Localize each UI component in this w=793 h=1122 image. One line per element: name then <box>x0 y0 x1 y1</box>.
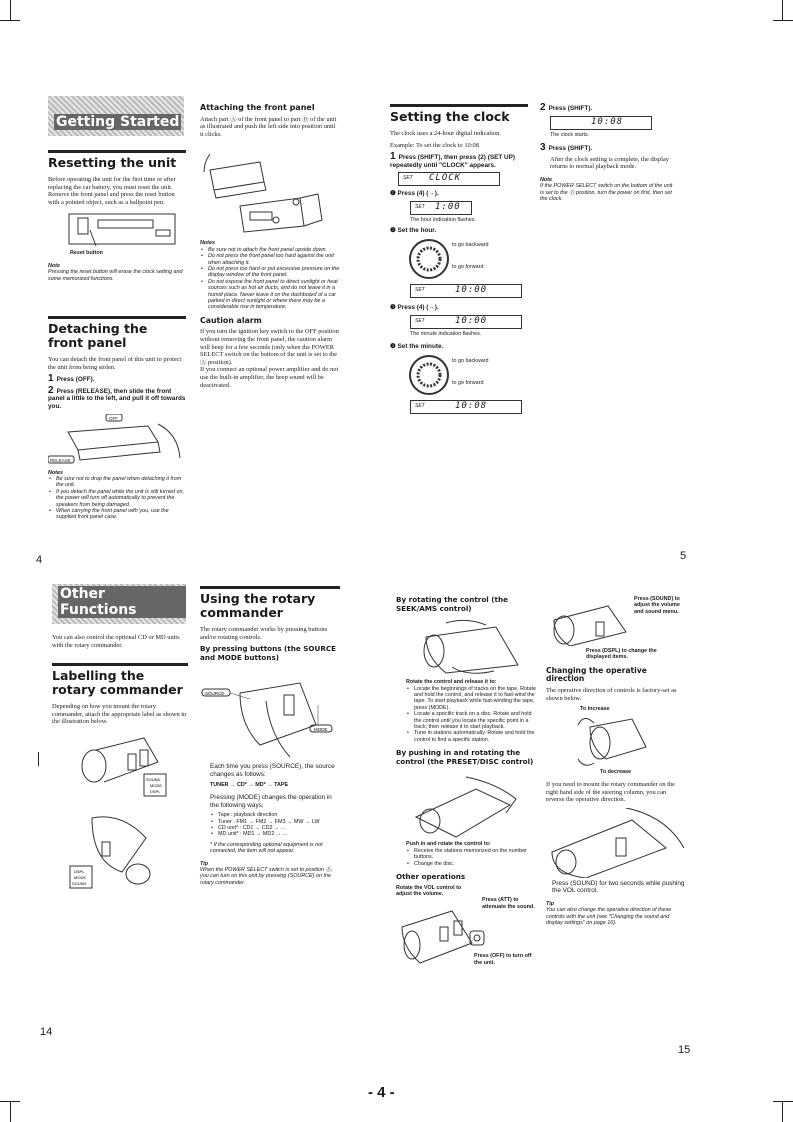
caption: The clock starts. <box>550 131 590 138</box>
note-item: • If you detach the panel while the unit is still turned on, the power will turn off automatically to prevent the speakers from being damaged. <box>56 489 186 508</box>
lcd-display: SET 10:00 <box>410 315 522 329</box>
note-label: Note <box>48 262 60 269</box>
body-text: Before operating the unit for the first time or after replacing the car battery, you must reset the unit. Remove the front panel and press the reset button with a pointed object, such as a ballpoint pen. <box>48 176 176 206</box>
step-2: 2 Press (SHIFT). <box>540 102 593 113</box>
attach-illustration <box>200 142 330 234</box>
vol-illustration <box>396 897 486 973</box>
figure-caption: Reset button <box>70 250 103 257</box>
svg-text:SOUND: SOUND <box>72 880 87 886</box>
subsection-title: By pushing in and rotating the control (the PRESET/DISC control) <box>396 748 534 766</box>
banner-title: Getting Started <box>56 114 180 130</box>
source-text: Each time you press (SOURCE), the source changes as follows: <box>210 763 335 778</box>
example-text: Example: To set the clock to 10:08 <box>390 141 479 149</box>
substep-b: ❷ Set the hour. <box>390 227 437 235</box>
body-text: If you need to mount the rotary commander on the right hand side of the steering column, you can reverse the operative direction. <box>546 781 676 804</box>
page-number: 15 <box>678 1044 691 1056</box>
steering-illustration <box>546 808 686 878</box>
substep-d: ❹ Set the minute. <box>390 342 444 350</box>
source-mode-illustration <box>200 665 340 763</box>
push-item: • Receive the stations memorized on the number buttons. <box>414 848 536 861</box>
notes-label: Notes <box>200 240 215 247</box>
knob-icon <box>408 238 450 280</box>
mode-list <box>210 812 340 838</box>
crop-mark <box>773 20 793 21</box>
svg-text:MODE: MODE <box>314 727 328 733</box>
crop-mark <box>0 20 20 21</box>
subsection-title: By pressing buttons (the SOURCE and MODE buttons) <box>200 644 337 662</box>
note-item: • Be sure not to drop the panel when detaching it from the unit. <box>56 476 186 489</box>
section-title: Detaching the front panel <box>48 321 148 350</box>
notes-list <box>200 247 340 311</box>
note-item: • Do not press the front panel too hard against the unit when attaching it. <box>208 253 340 266</box>
note-item: • Do not expose the front panel to direct sunlight or heat sources such as hot air ducts, and do not leave it in a humid place. Never leave it on the dashboard of a car parked in direct sunlight or where there may be a considerable rise in temperature. <box>208 279 340 311</box>
note-item: • Do not press too hard or put excessive pressure on the display window of the front panel. <box>208 266 340 279</box>
body-text: The operative direction of controls is factory-set as shown below. <box>546 687 677 702</box>
lcd-display: SET 10:00 <box>410 284 522 298</box>
rotate-label: Rotate the control and release it to: <box>406 679 497 686</box>
note-item: • Be sure not to attach the front panel upside down. <box>208 247 340 253</box>
detaching-section <box>48 316 186 521</box>
other-functions-section <box>52 634 188 892</box>
tip-label: Tip <box>546 900 554 907</box>
vol-label: Rotate the VOL control to adjust the volume. <box>396 884 462 898</box>
reset-illustration <box>68 210 178 250</box>
increase-label: To increase <box>580 706 610 713</box>
decrease-label: To decrease <box>600 768 632 775</box>
knob-icon <box>408 354 450 396</box>
right-15-section <box>546 596 686 930</box>
lcd-display: SET 10:08 <box>410 400 522 414</box>
resetting-section <box>48 150 186 285</box>
crop-mark <box>10 1102 11 1122</box>
svg-text:SOURCE: SOURCE <box>205 691 225 697</box>
section-banner <box>52 584 186 624</box>
rotate-item: • Tune in stations automatically. Rotate and hold the control to find a specific station. <box>414 730 536 743</box>
intro-text: The clock uses a 24-hour digital indication. <box>390 130 501 137</box>
att-text: Press (ATT) to attenuate the sound. <box>482 897 535 910</box>
sound-illustration <box>546 596 636 646</box>
notes-label: Notes <box>48 469 63 476</box>
section-title: Using the rotary commander <box>200 591 316 620</box>
body-text: You can detach the front panel of this unit to protect the unit from being stolen. <box>48 356 182 371</box>
subsection-title: Changing the operative direction <box>546 665 647 684</box>
svg-text:OFF: OFF <box>109 415 118 421</box>
rotate-item: • Locate a specific track on a disc. Rotate and hold the control until you locate the specific point in a track, then release it to start playback. <box>414 711 536 730</box>
svg-text:DSPL: DSPL <box>74 868 85 874</box>
preset-illustration <box>406 769 536 839</box>
center-mark <box>38 752 39 766</box>
clock-section <box>390 104 528 414</box>
section-banner <box>48 96 184 136</box>
mode-item: • Tuner : FM1 → FM2 → FM3 → MW → LW <box>218 819 340 825</box>
clock-steps-2-3 <box>540 104 675 205</box>
caution-title: Caution alarm <box>200 315 262 325</box>
substep-c: ❸ Press (4) (→). <box>390 303 439 311</box>
crop-mark <box>773 1101 793 1102</box>
note-label: Note <box>540 176 552 183</box>
push-item: • Change the disc. <box>414 861 536 867</box>
step-3-body: After the clock setting is complete, the display returns to normal playback mode. <box>550 155 669 171</box>
caption: The hour indication flashes. <box>410 216 476 223</box>
footnote: * If the corresponding optional equipment is not connected, the item will not appear. <box>210 841 323 855</box>
notes-list <box>48 476 186 521</box>
footer-page-number: - 4 - <box>368 1084 395 1101</box>
knob-figure: to go backward to go forward <box>408 238 528 282</box>
step-3: 3 Press (SHIFT). <box>540 142 593 153</box>
section-title: Resetting the unit <box>48 155 177 170</box>
tip-text: You can also change the operative direction of these controls with the unit (see "Changing the sound and display settings" on page 16). <box>546 907 672 927</box>
sound-text: Press (SOUND) to adjust the volume and sound menu. <box>634 596 680 615</box>
subsection-title: By rotating the control (the SEEK/AMS control) <box>396 595 508 613</box>
lcd-display: SET CLOCK <box>398 172 500 186</box>
tip-text: When the POWER SELECT switch is set to position Ⓑ, you can turn on this unit by pressing (SOURCE) on the rotary commander. <box>200 867 333 886</box>
step-1: 1 Press (OFF). <box>48 373 95 385</box>
off-text: Press (OFF) to turn off the unit. <box>474 953 532 966</box>
rotate-list <box>406 686 536 744</box>
sound-figure <box>546 596 686 648</box>
note-text: Pressing the reset button will erase the clock setting and some memorized functions. <box>48 269 183 282</box>
note-text: If the POWER SELECT switch on the bottom of the unit is set to the Ⓑ position, turn the power on first, then set the clock. <box>540 183 673 202</box>
page-number: 14 <box>40 1026 53 1038</box>
page-number: 5 <box>680 550 687 562</box>
press-sound-text: Press (SOUND) for two seconds while pushing the VOL control. <box>552 879 685 895</box>
push-label: Push in and rotate the control to: <box>406 841 491 848</box>
body-text: Depending on how you mount the rotary commander, attach the appropriate label as shown in the illustration below. <box>52 703 187 726</box>
caution-body: If you turn the ignition key switch to the OFF position without removing the front panel, the caution alarm will beep for a few seconds (only when the POWER SELECT switch on the bottom of the unit is set to the Ⓐ position). If you connect an optional power amplifier and do not use the built-in amplifier, the beep sound will be deactivated. <box>200 328 339 389</box>
caption: The minute indication flashes. <box>410 330 482 337</box>
note-item: • When carrying the front panel with you, use the supplied front panel case. <box>56 508 186 521</box>
commander-illustration <box>74 732 184 812</box>
source-sequence: TUNER → CD* → MD* → TAPE <box>210 781 289 788</box>
detach-illustration <box>48 414 183 466</box>
crop-mark <box>782 0 783 20</box>
seek-illustration <box>406 617 536 677</box>
mode-text: Pressing (MODE) changes the operation in the following ways; <box>210 793 332 809</box>
svg-text:RELEASE: RELEASE <box>50 457 71 463</box>
tip-label: Tip <box>200 860 208 867</box>
mode-item: • CD unit* : CD1 → CD2 → ... <box>218 825 340 831</box>
crop-mark <box>0 1101 20 1102</box>
body-text: The rotary commander works by pressing buttons and/or rotating controls. <box>200 626 328 641</box>
rotate-item: • Locate the beginnings of tracks on the tape. Rotate and hold the control, and release it to fast-wind the tape. To start playback while fast-winding the tape, press (MODE). <box>414 686 536 712</box>
subsection-title: Other operations <box>396 872 466 882</box>
section-title: Setting the clock <box>390 109 510 124</box>
svg-text:DSPL: DSPL <box>150 788 161 794</box>
knob-figure: to go backward to go forward <box>408 354 528 398</box>
rotating-section <box>396 596 536 977</box>
attaching-section <box>200 104 340 393</box>
section-title: Attaching the front panel <box>200 103 315 112</box>
svg-text:MODE: MODE <box>150 782 162 788</box>
section-title: Labelling the rotary commander <box>52 668 183 698</box>
intro-text: You can also control the optional CD or MD units with the rotary commander. <box>52 634 180 649</box>
vol-figure <box>396 897 536 977</box>
crop-mark <box>782 1102 783 1122</box>
page-number: 4 <box>36 554 43 566</box>
lcd-display: 10:08 <box>550 116 652 130</box>
push-list <box>406 848 536 867</box>
mode-item: • Tape : playback direction <box>218 812 340 818</box>
crop-mark <box>10 0 11 20</box>
mode-item: • MD unit* : MD1 → MD2 → ... <box>218 831 340 837</box>
rotary-section <box>200 586 340 889</box>
direction-illustration <box>576 713 656 769</box>
step-1: 1 Press (SHIFT), then press (2) (SET UP) repeatedly until "CLOCK" appears. <box>390 151 516 169</box>
lcd-display: SET 1:00 <box>410 201 472 215</box>
svg-text:MODE: MODE <box>74 874 86 880</box>
step-2: 2 Press (RELEASE), then slide the front panel a little to the left, and pull it off towards you. <box>48 384 186 410</box>
banner-title: Other Functions <box>58 586 186 618</box>
svg-text:SOUND: SOUND <box>146 776 161 782</box>
dspl-text: Press (DSPL) to change the displayed items. <box>586 648 657 661</box>
body-text: Attach part Ⓐ of the front panel to part Ⓑ of the unit as illustrated and push the left side into position until it clicks. <box>200 115 337 138</box>
substep-a: ❶ Press (4) (→). <box>390 190 439 198</box>
commander-illustration <box>62 812 172 892</box>
